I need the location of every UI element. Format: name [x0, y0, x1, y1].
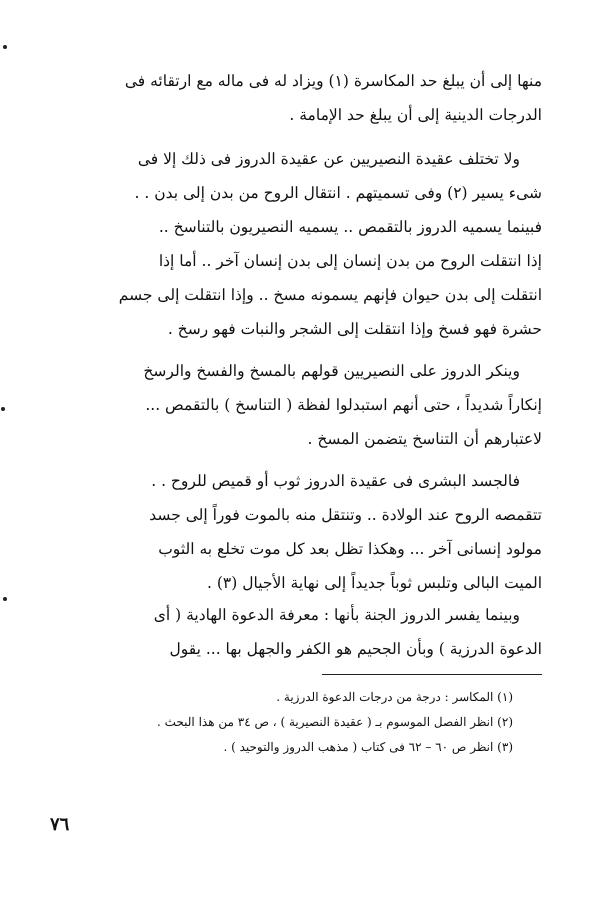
- body-line: منها إلى أن يبلغ حد المكاسرة (١) ويزاد له فى ماله مع ارتقائه فى: [124, 72, 542, 90]
- body-line: لاعتبارهم أن التناسخ يتضمن المسخ .: [307, 430, 542, 448]
- page-number: ٧٦: [50, 814, 70, 835]
- body-line: وينكر الدروز على النصيريين قولهم بالمسخ والفسخ والرسخ: [143, 362, 520, 380]
- main-text: [52, 0, 542, 670]
- footnote-1: (١) المكاسر : درجة من درجات الدعوة الدرزية .: [276, 690, 513, 704]
- body-line: تتقمصه الروح عند الولادة .. وتنتقل منه بالموت فوراً إلى جسد: [149, 506, 542, 524]
- body-line: الدعوة الدرزية ) وبأن الجحيم هو الكفر والجهل بها ... يقول: [169, 640, 542, 658]
- body-line: إذا انتقلت الروح من بدن إنسان إلى بدن إنسان آخر .. أما إذا: [158, 252, 542, 270]
- body-line: انتقلت إلى بدن حيوان فإنهم يسمونه مسخ .. وإذا انتقلت إلى جسم: [118, 286, 542, 304]
- margin-dot-middle: [1, 407, 5, 411]
- footnote-divider: [322, 674, 542, 675]
- footnote-3: (٣) انظر ص ٦٠ – ٦٢ فى كتاب ( مذهب الدروز والتوحيد ) .: [223, 740, 513, 754]
- body-line: فبينما يسميه الدروز بالتقمص .. يسميه النصيريون بالتناسخ ..: [158, 218, 542, 236]
- body-line: وبينما يفسر الدروز الجنة بأنها : معرفة الدعوة الهادية ( أى: [153, 606, 520, 624]
- body-line: شىء يسير (٢) وفى تسميتهم . انتقال الروح من بدن إلى بدن . .: [134, 184, 542, 202]
- margin-dot-lower: [3, 597, 7, 601]
- body-line: حشرة فهو فسخ وإذا انتقلت إلى الشجر والنبات فهو رسخ .: [167, 320, 542, 338]
- body-line: فالجسد البشرى فى عقيدة الدروز ثوب أو قميص للروح . .: [151, 472, 520, 490]
- body-line: مولود إنسانى آخر ... وهكذا تظل بعد كل موت تخلع به الثوب: [158, 540, 542, 558]
- body-line: الميت البالى وتلبس ثوباً جديداً إلى نهاية الأجيال (٣) .: [207, 574, 542, 592]
- body-line: إنكاراً شديداً ، حتى أنهم استبدلوا لفظة ( التناسخ ) بالتقمص ...: [145, 396, 542, 414]
- body-line: الدرجات الدينية إلى أن يبلغ حد الإمامة .: [289, 106, 542, 124]
- footnote-2: (٢) انظر الفصل الموسوم بـ ( عقيدة النصيرية ) ، ص ٣٤ من هذا البحث .: [157, 715, 513, 729]
- body-line: ولا تختلف عقيدة النصيريين عن عقيدة الدروز فى ذلك إلا فى: [137, 150, 520, 168]
- margin-dot-top: [3, 45, 7, 49]
